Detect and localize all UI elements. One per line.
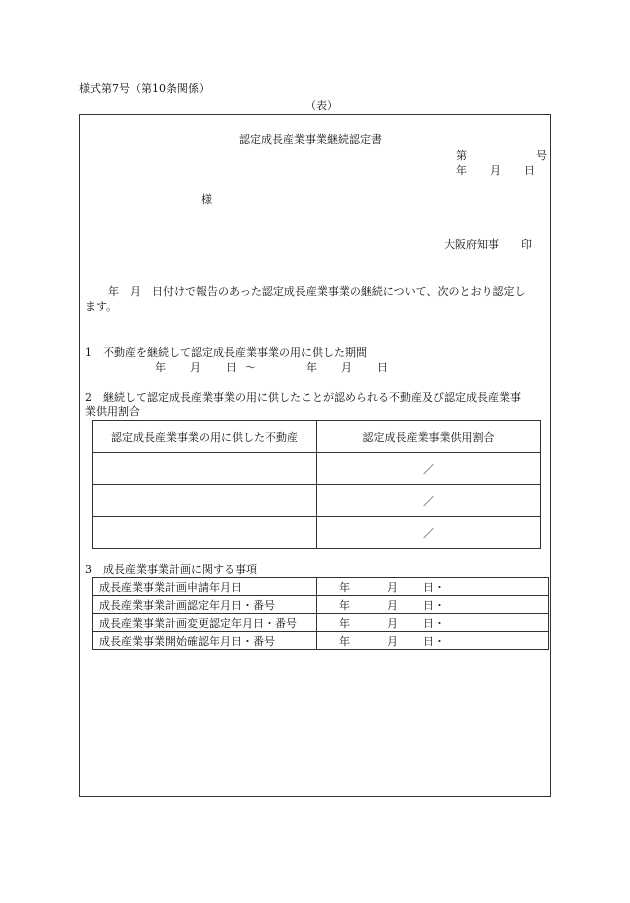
form-number: 様式第7号（第10条関係） [79,82,210,95]
property-cell [93,453,317,485]
table-row [93,596,549,614]
period-end-year: 年 [306,361,317,374]
table-header-row [93,421,541,453]
table-row [93,632,549,650]
addressee-suffix: 様 [201,193,212,206]
body-text-line1: 年 月 日付けで報告のあった認定成長産業事業の継続について、次のとおり認定し [108,285,526,298]
section1-heading: 1 不動産を継続して認定成長産業事業の用に供した期間 [85,346,367,359]
period-start-year: 年 [155,361,166,374]
column-header-property: 認定成長産業事業の用に供した不動産 [93,421,317,453]
table-row [93,453,541,485]
seal-mark: 印 [521,238,532,251]
number-prefix: 第 [456,149,467,162]
plan-item-label: 成長産業事業計画申請年月日 [93,578,317,596]
table-row [93,578,549,596]
plan-item-label: 成長産業事業計画変更認定年月日・番号 [93,614,317,632]
section3-heading: 3 成長産業事業計画に関する事項 [85,563,257,576]
section2-heading-line2: 業供用割合 [85,405,140,418]
table-row [93,485,541,517]
plan-item-label: 成長産業事業計画認定年月日・番号 [93,596,317,614]
ratio-cell: ／ [317,517,541,549]
period-start-day: 日 [226,361,237,374]
document-title: 認定成長産業事業継続認定書 [239,133,382,146]
issuer: 大阪府知事 [444,238,499,251]
business-plan-table [92,577,549,650]
plan-item-date: 年 月 日・ [317,614,549,632]
plan-item-label: 成長産業事業開始確認年月日・番号 [93,632,317,650]
issue-date-day: 日 [524,164,535,177]
ratio-cell: ／ [317,453,541,485]
section2-heading-line1: 2 継続して認定成長産業事業の用に供したことが認められる不動産及び認定成長産業事 [85,391,521,404]
plan-item-date: 年 月 日・ [317,632,549,650]
issue-date-year: 年 [456,164,467,177]
ratio-cell: ／ [317,485,541,517]
plan-item-date: 年 月 日・ [317,596,549,614]
period-end-month: 月 [341,361,352,374]
table-row [93,614,549,632]
column-header-ratio: 認定成長産業事業供用割合 [317,421,541,453]
period-tilde: ～ [245,361,256,374]
table-row [93,517,541,549]
side-label: （表） [305,99,338,112]
period-start-month: 月 [190,361,201,374]
issue-date-month: 月 [490,164,501,177]
property-cell [93,517,317,549]
period-end-day: 日 [377,361,388,374]
property-cell [93,485,317,517]
plan-item-date: 年 月 日・ [317,578,549,596]
property-ratio-table [92,420,541,549]
number-suffix: 号 [536,149,547,162]
body-text-line2: ます。 [85,300,118,313]
